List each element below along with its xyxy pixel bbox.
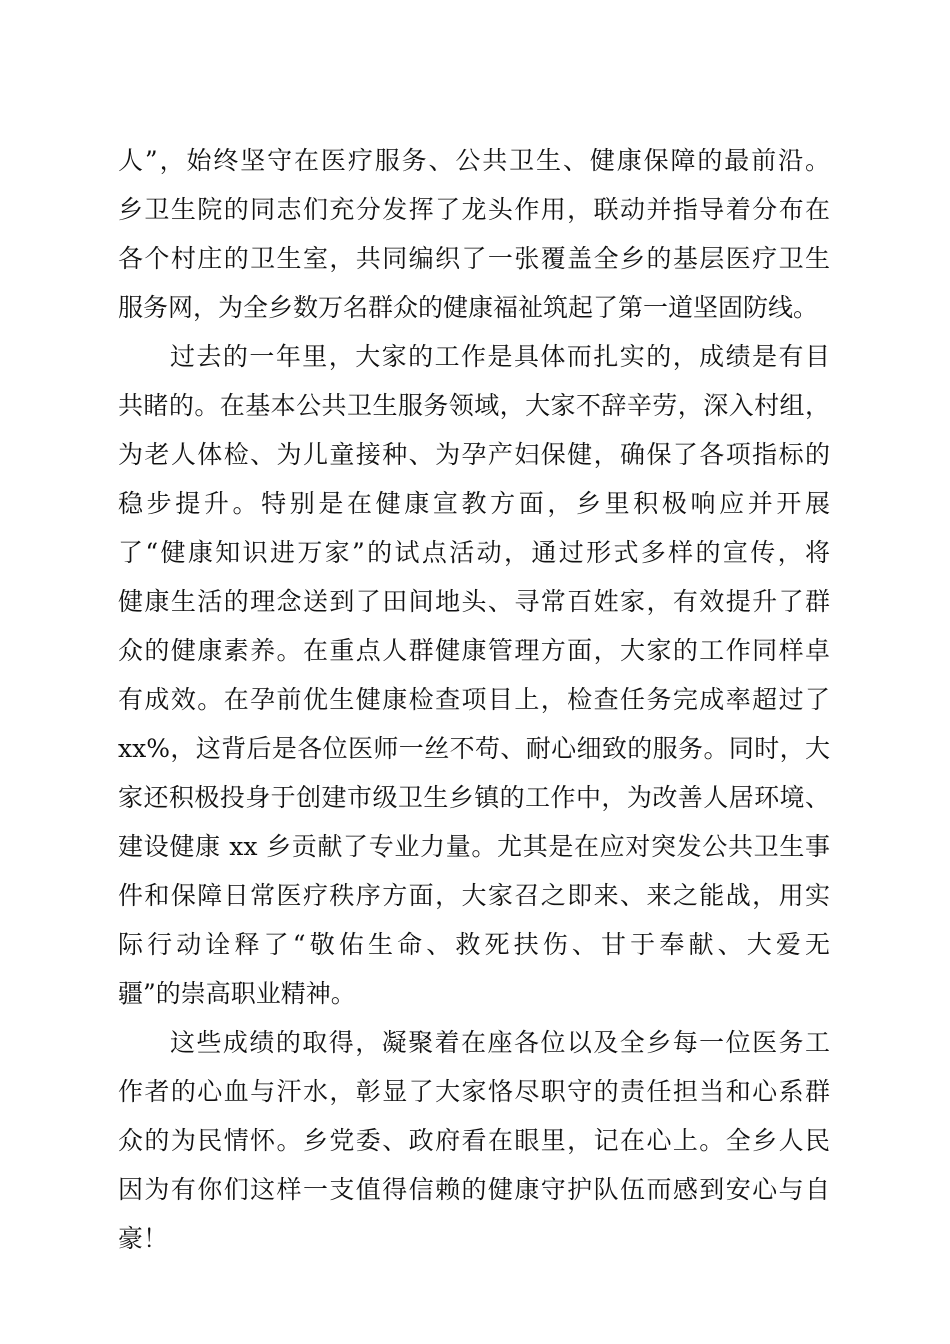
text-line: 因为有你们这样一支值得信赖的健康守护队伍而感到安心与自 (118, 1175, 830, 1204)
text-line: 作者的心血与汗水，彰显了大家恪尽职守的责任担当和心系群 (118, 1077, 830, 1106)
text-line: 建设健康 xx 乡贡献了专业力量。尤其是在应对突发公共卫生事 (118, 832, 830, 861)
text-line: 共睹的。在基本公共卫生服务领域，大家不辞辛劳，深入村组， (118, 391, 830, 420)
text-line: 有成效。在孕前优生健康检查项目上，检查任务完成率超过了 (118, 685, 830, 714)
text-line: 服务网，为全乡数万名群众的健康福祉筑起了第一道坚固防线。 (118, 293, 819, 322)
text-line: 众的健康素养。在重点人群健康管理方面，大家的工作同样卓 (118, 636, 830, 665)
text-line: 疆”的崇高职业精神。 (118, 979, 356, 1008)
text-line: 过去的一年里，大家的工作是具体而扎实的，成绩是有目 (170, 342, 830, 371)
text-line: 稳步提升。特别是在健康宣教方面，乡里积极响应并开展 (118, 489, 830, 518)
text-line: 这些成绩的取得，凝聚着在座各位以及全乡每一位医务工 (170, 1028, 830, 1057)
text-line: 际行动诠释了“敬佑生命、救死扶伤、甘于奉献、大爱无 (118, 930, 830, 959)
text-line: 乡卫生院的同志们充分发挥了龙头作用，联动并指导着分布在 (118, 195, 830, 224)
text-line: 豪！ (118, 1224, 169, 1253)
text-line: 家还积极投身于创建市级卫生乡镇的工作中，为改善人居环境、 (118, 783, 830, 812)
text-line: xx%，这背后是各位医师一丝不苟、耐心细致的服务。同时，大 (118, 734, 830, 763)
text-line: 件和保障日常医疗秩序方面，大家召之即来、来之能战，用实 (118, 881, 830, 910)
text-line: 了“健康知识进万家”的试点活动，通过形式多样的宣传，将 (118, 538, 830, 567)
text-line: 人”，始终坚守在医疗服务、公共卫生、健康保障的最前沿。 (118, 146, 830, 175)
text-line: 为老人体检、为儿童接种、为孕产妇保健，确保了各项指标的 (118, 440, 830, 469)
text-line: 健康生活的理念送到了田间地头、寻常百姓家，有效提升了群 (118, 587, 830, 616)
text-line: 众的为民情怀。乡党委、政府看在眼里，记在心上。全乡人民 (118, 1126, 830, 1155)
body-text (118, 136, 830, 1263)
text-line: 各个村庄的卫生室，共同编织了一张覆盖全乡的基层医疗卫生 (118, 244, 830, 273)
